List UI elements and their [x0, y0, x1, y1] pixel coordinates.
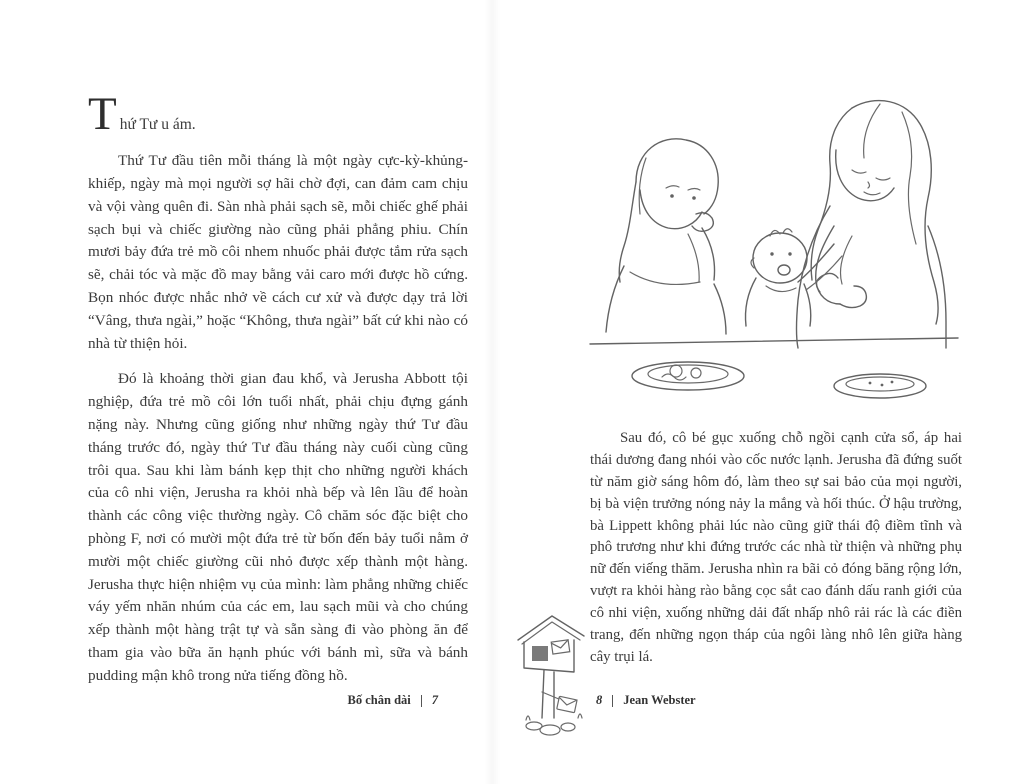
- footer-book-title: Bố chân dài: [347, 693, 411, 707]
- family-meal-illustration: [584, 86, 964, 424]
- right-page-number: 8: [596, 693, 603, 707]
- drop-cap: T: [88, 88, 117, 140]
- right-page-text: [590, 428, 962, 682]
- right-page-footer: [596, 693, 696, 708]
- paragraph: Sau đó, cô bé gục xuống chỗ ngồi cạnh cửa sổ, áp hai thái dương đang nhói vào cốc nước lạnh. Jerusha đã đứng suốt từ năm giờ sáng hôm đó, làm theo sự sai bảo của mọi người, bị bà viện trưởng nóng nảy la mắng và hối thúc. Ở hậu trường, bà Lippett không phải lúc nào cũng giữ thái độ điềm tĩnh và phô trương như khi đứng trước các nhà từ thiện và những phụ nữ đến viếng thăm. Jerusha nhìn ra bãi cỏ đóng băng rộng lớn, vượt ra khỏi hàng rào bằng cọc sắt cao đánh dấu ranh giới của cô nhi viện, xuống những dải đất nhấp nhô rải rác là các điền trang, đến những ngọn tháp của ngôi làng nhô lên giữa hàng cây trụi lá.: [590, 430, 962, 665]
- left-page-number: 7: [431, 693, 438, 707]
- mailbox-drawing: [512, 606, 603, 746]
- left-page-footer: [88, 693, 468, 708]
- book-spine: [484, 0, 500, 784]
- footer-separator: [421, 695, 422, 707]
- chapter-opening-line: [88, 88, 468, 140]
- footer-separator: [612, 695, 613, 707]
- paragraph: Đó là khoảng thời gian đau khổ, và Jerusha Abbott tội nghiệp, đứa trẻ mồ côi lớn tuổi nhất, phải chịu đựng gánh nặng này. Nhưng cũng giống như những ngày thứ Tư đầu tháng trước đó, ngày thứ Tư đầu tháng này cuối cùng cũng trôi qua. Sau khi làm bánh kẹp thịt cho những người khách của cô nhi viện, Jerusha ra khỏi nhà bếp và lên lầu để hoàn thành các công việc thường ngày. Cô chăm sóc đặc biệt cho phòng F, nơi có mười một đứa trẻ từ bốn đến bảy tuổi nằm ở mười một chiếc giường cũi nhỏ được xếp thành một hàng. Jerusha thực hiện nhiệm vụ của mình: làm phẳng những chiếc váy yếm nhăn nhúm của các em, lau sạch mũi và cho chúng xếp thành một hàng trật tự và sẵn sàng đi vào phòng ăn để tham gia vào bữa ăn hạnh phúc với bánh mì, sữa và bánh pudding mận khô trong nửa tiếng đồng hồ.: [88, 370, 468, 684]
- paragraph: Thứ Tư đầu tiên mỗi tháng là một ngày cực-kỳ-khủng-khiếp, ngày mà mọi người sợ hãi chờ đợi, can đảm cam chịu và vội vàng quên đi. Sàn nhà phải sạch sẽ, mỗi chiếc ghế phải sạch bụi và chiếc giường nào cũng phải phẳng phiu. Chín mươi bảy đứa trẻ mồ côi nhem nhuốc phải được tắm rửa sạch sẽ, chải tóc và mặc đồ may bằng vải caro mới được hồ cứng. Bọn nhóc được nhắc nhở về cách cư xử và được dạy trả lời “Vâng, thưa ngài,” hoặc “Không, thưa ngài” bất cứ khi nào có nhà từ thiện hỏi.: [88, 152, 468, 352]
- mailbox-illustration: [512, 606, 603, 746]
- left-page-text: [88, 88, 468, 701]
- family-meal-drawing: [584, 86, 964, 424]
- footer-author-name: Jean Webster: [623, 693, 696, 707]
- opening-line-text: hứ Tư u ám.: [119, 116, 196, 133]
